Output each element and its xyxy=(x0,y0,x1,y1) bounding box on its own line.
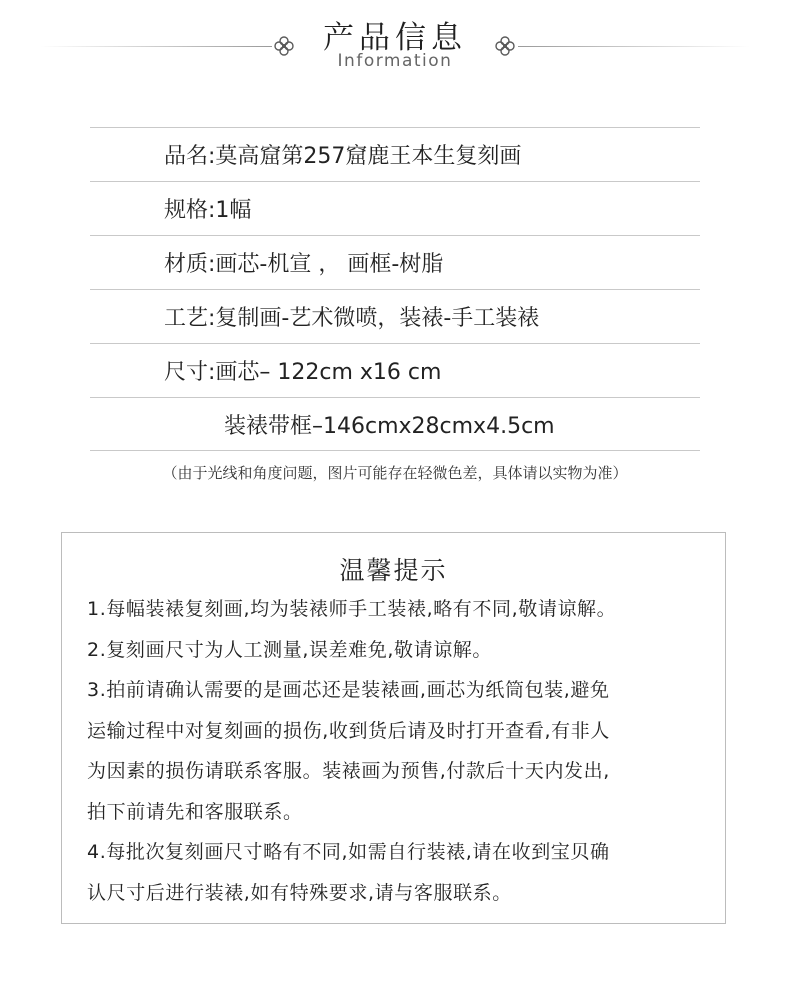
spec-row-size xyxy=(90,181,700,235)
spec-text: 材质:画芯-机宣 ， 画框-树脂 xyxy=(164,252,444,277)
spec-text: 装裱带框–146cmx28cmx4.5cm xyxy=(224,413,555,439)
tip-line: 1.每幅装裱复刻画,均为装裱师手工装裱,略有不同,敬请谅解。 xyxy=(87,598,617,620)
spec-row-framed-dimensions xyxy=(90,397,700,451)
spec-row-dimensions xyxy=(90,343,700,397)
spec-row-craft xyxy=(90,289,700,343)
four-petal-flower-icon xyxy=(494,35,516,57)
tips-list xyxy=(87,589,707,913)
tips-panel xyxy=(61,532,726,924)
product-spec-table xyxy=(90,127,700,451)
tip-line: 2.复刻画尺寸为人工测量,误差难免,敬请谅解。 xyxy=(87,638,493,661)
spec-row-material xyxy=(90,235,700,289)
tip-line: 认尺寸后进行装裱,如有特殊要求,请与客服联系。 xyxy=(87,881,512,904)
header-right-rule xyxy=(518,46,750,47)
spec-text: 尺寸:画芯– 122cm x16 cm xyxy=(164,360,442,385)
tip-line: 运输过程中对复刻画的损伤,收到货后请及时打开查看,有非人 xyxy=(87,719,610,742)
tip-line: 4.每批次复刻画尺寸略有不同,如需自行装裱,请在收到宝贝确 xyxy=(87,841,610,863)
tips-title: 温馨提示 xyxy=(339,556,448,585)
color-disclaimer-note: （由于光线和角度问题，图片可能存在轻微色差，具体请以实物为准） xyxy=(162,464,628,482)
spec-row-name xyxy=(90,127,700,181)
spec-text: 品名:莫高窟第257窟鹿王本生复刻画 xyxy=(164,144,522,169)
tip-line: 拍下前请先和客服联系。 xyxy=(87,800,303,823)
spec-text: 规格:1幅 xyxy=(164,198,252,223)
page-title: 产品信息 xyxy=(323,20,467,56)
section-header xyxy=(0,0,790,90)
tip-line: 为因素的损伤请联系客服。装裱画为预售,付款后十天内发出, xyxy=(87,760,610,782)
tip-line: 3.拍前请确认需要的是画芯还是装裱画,画芯为纸筒包装,避免 xyxy=(87,679,610,701)
page-subtitle: Information xyxy=(337,51,453,71)
spec-text: 工艺:复制画-艺术微喷，装裱-手工装裱 xyxy=(164,306,540,331)
